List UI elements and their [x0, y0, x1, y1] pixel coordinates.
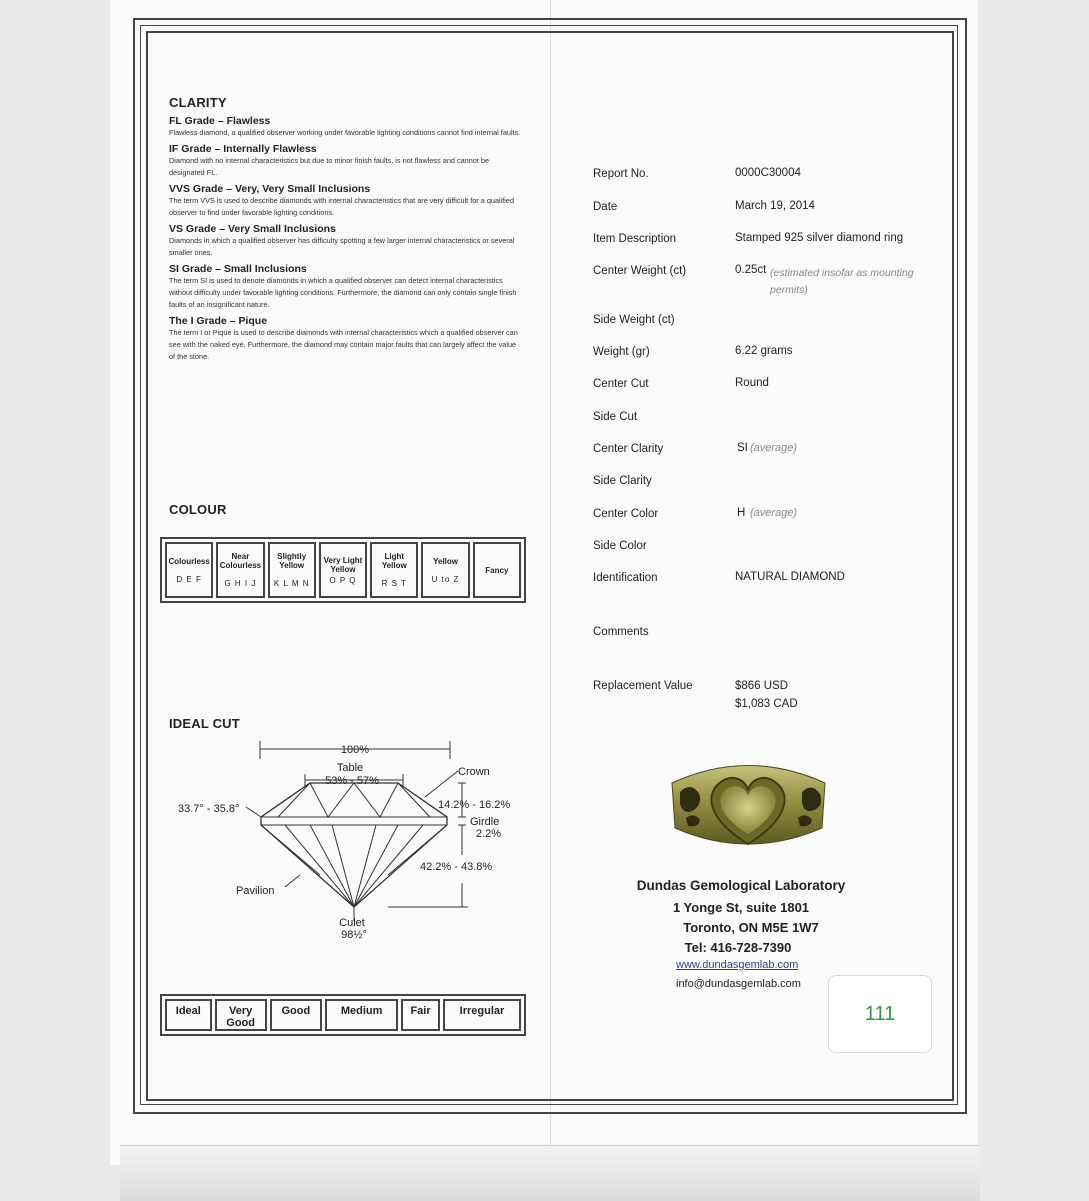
diagram-total: 100%	[340, 744, 370, 756]
field-value: 6.22 grams	[735, 345, 793, 357]
colour-cell	[473, 542, 521, 598]
colour-cell	[319, 542, 367, 598]
field-label: Side Clarity	[593, 475, 652, 487]
colour-name: Very Light Yellow	[323, 555, 363, 574]
diagram-crown-label: Crown	[458, 766, 490, 778]
clarity-grade-title: VVS Grade – Very, Very Small Inclusions	[169, 183, 371, 195]
field-label: Side Color	[593, 540, 647, 552]
lab-address-line2: Toronto, ON M5E 1W7	[683, 920, 819, 935]
cut-grade-cell: Good	[270, 999, 322, 1031]
clarity-list	[169, 115, 524, 363]
clarity-grade-desc: Diamonds in which a qualified observer has difficulty spotting a few larger internal characteristics or several smaller ones.	[169, 236, 515, 257]
clarity-grade-desc: The term I or Pique is used to describe diamonds with internal characteristics which a qualified observer can see with the naked eye. Furthermore, the diamond may contain major faults that can largely affect the value of the stone.	[169, 328, 518, 361]
plastic-sleeve	[120, 1145, 980, 1201]
cut-grade-scale	[160, 994, 526, 1036]
field-label: Center Color	[593, 508, 659, 520]
field-label: Weight (gr)	[593, 346, 650, 358]
colour-cell	[370, 542, 418, 598]
field-label: Side Cut	[593, 411, 638, 423]
cut-grade-cell: Irregular	[443, 999, 521, 1031]
lab-address-line1: 1 Yonge St, suite 1801	[672, 900, 810, 915]
colour-name: Near Colourless	[219, 552, 262, 570]
cut-grade-cell: Ideal	[165, 999, 212, 1031]
colour-cell	[216, 542, 264, 598]
clarity-grade-title: SI Grade – Small Inclusions	[169, 263, 307, 275]
diagram-culet-label: Culet	[339, 917, 365, 929]
ideal-cut-diagram	[160, 735, 530, 950]
lab-name: Dundas Gemological Laboratory	[636, 878, 846, 893]
field-label: Side Weight (ct)	[593, 314, 675, 326]
field-label: Comments	[593, 626, 649, 638]
field-note: (estimated insofar as mounting permits)	[770, 267, 914, 296]
cut-grade-cell: Very Good	[215, 999, 267, 1031]
colour-letters: O P Q	[329, 575, 357, 585]
clarity-grade-desc: The term SI is used to denote diamonds in which a qualified observer can detect internal characteristics without difficulty under favorable lighting conditions. Furthermore, the diamond can only contain single finish faults of an insignificant nature.	[169, 276, 517, 309]
diagram-pavilion-label: Pavilion	[236, 885, 275, 897]
lot-number-sticker: 111	[828, 975, 932, 1053]
diagram-crown-height: 14.2% - 16.2%	[438, 799, 511, 811]
diagram-girdle-label: Girdle	[470, 816, 500, 828]
diagram-culet-value: 98½°	[341, 929, 367, 941]
colour-cell	[421, 542, 469, 598]
clarity-grade-title: IF Grade – Internally Flawless	[169, 143, 317, 155]
field-label: Center Clarity	[593, 443, 664, 455]
field-label: Center Cut	[593, 378, 649, 390]
field-value: Round	[735, 377, 769, 389]
colour-letters: D E F	[176, 574, 202, 584]
field-value: SI	[737, 442, 748, 454]
field-value: Stamped 925 silver diamond ring	[735, 232, 904, 244]
clarity-heading: CLARITY	[169, 95, 227, 110]
colour-name: Light Yellow	[381, 552, 407, 570]
replacement-label: Replacement Value	[593, 680, 693, 692]
ideal-cut-heading: IDEAL CUT	[169, 716, 240, 731]
field-note: (average)	[750, 442, 798, 454]
field-note: (average)	[750, 507, 798, 519]
colour-name: Fancy	[485, 565, 509, 575]
colour-letters: G H I J	[224, 579, 257, 588]
replacement-cad: $1,083 CAD	[735, 698, 798, 710]
diagram-girdle-value: 2.2%	[476, 828, 502, 840]
colour-name: Slightly Yellow	[277, 552, 307, 570]
colour-name: Yellow	[433, 556, 458, 566]
field-value: 0000C30004	[735, 167, 801, 179]
clarity-grade-desc: The term VVS is used to describe diamonds with internal characteristics that are very difficult for a qualified observer to find under favorable lighting conditions.	[169, 196, 515, 217]
diagram-pavilion-depth: 42.2% - 43.8%	[420, 861, 493, 873]
field-value: NATURAL DIAMOND	[735, 571, 845, 583]
colour-heading: COLOUR	[169, 502, 227, 517]
field-label: Center Weight (ct)	[593, 265, 687, 277]
field-label: Report No.	[593, 168, 649, 180]
cut-grade-cell: Medium	[325, 999, 398, 1031]
field-label: Item Description	[593, 233, 677, 245]
ring-photo	[666, 748, 831, 858]
clarity-grade-desc: Diamond with no internal characteristics but due to minor finish faults, is not flawless and cannot be designated FL.	[169, 156, 490, 177]
replacement-usd: $866 USD	[735, 680, 789, 692]
cut-grade-cell: Fair	[401, 999, 440, 1031]
diagram-table-range: 53% - 57%	[325, 775, 379, 787]
field-value: March 19, 2014	[735, 200, 815, 212]
field-label: Date	[593, 201, 618, 213]
field-label: Identification	[593, 572, 658, 584]
diagram-table-label: Table	[336, 762, 364, 774]
colour-letters: R S T	[381, 579, 407, 588]
field-value: H	[737, 507, 746, 519]
clarity-grade-title: FL Grade – Flawless	[169, 115, 271, 127]
diagram-crown-angle: 33.7° - 35.8°	[178, 803, 240, 815]
clarity-grade-title: VS Grade – Very Small Inclusions	[169, 223, 336, 235]
clarity-grade-title: The I Grade – Pique	[169, 315, 268, 327]
clarity-grade-desc: Flawless diamond, a qualified observer working under favorable lighting conditions cannot find internal faults.	[169, 128, 521, 137]
lab-phone: Tel: 416-728-7390	[684, 940, 792, 955]
lab-email: info@dundasgemlab.com	[676, 978, 801, 990]
colour-cell	[165, 542, 213, 598]
colour-letters: K L M N	[273, 579, 310, 588]
colour-scale	[160, 537, 526, 603]
field-value: 0.25ct	[735, 264, 767, 276]
colour-letters: U to Z	[431, 574, 460, 584]
lab-website-link[interactable]: www.dundasgemlab.com	[676, 959, 799, 971]
colour-name: Colourless	[168, 556, 210, 566]
colour-cell	[268, 542, 316, 598]
